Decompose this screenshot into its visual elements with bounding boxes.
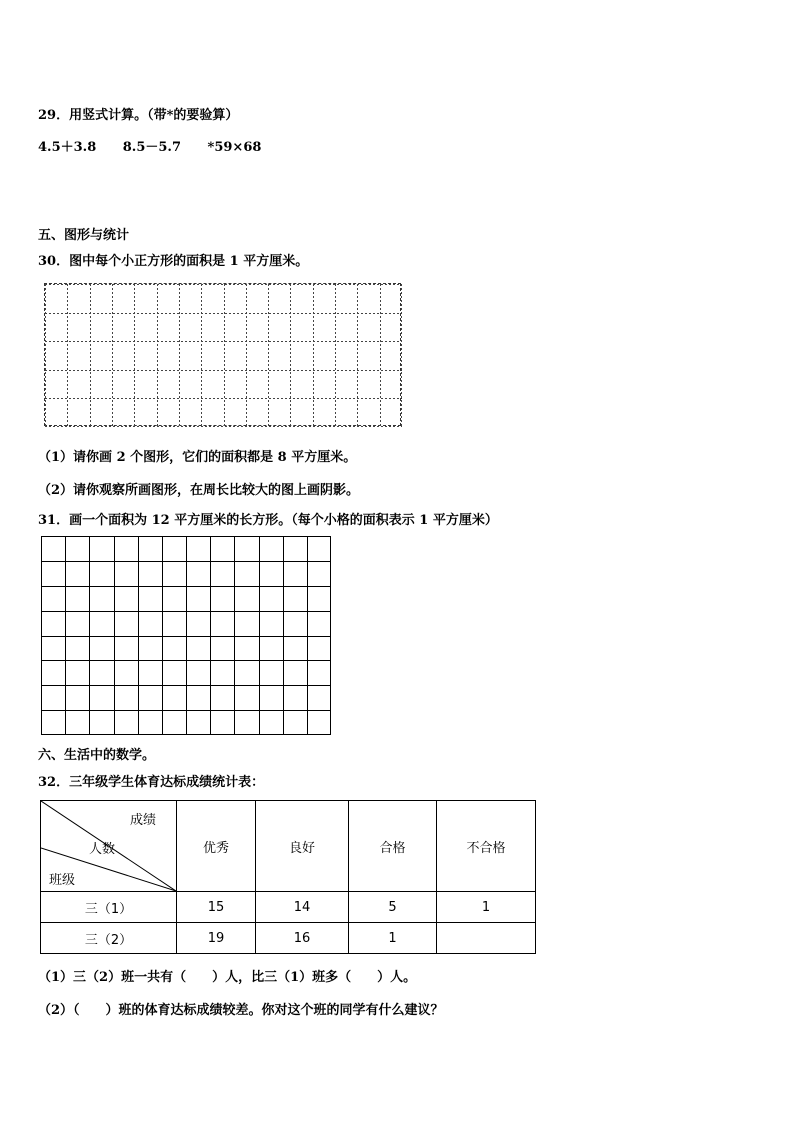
q30-sub1: （1）请你画 2 个图形，它们的面积都是 8 平方厘米。 <box>38 450 357 465</box>
q32-sub2: （2）（ ）班的体育达标成绩较差。你对这个班的同学有什么建议？ <box>38 1003 444 1018</box>
diagonal-header-cell <box>41 801 177 892</box>
column-header: 优秀 <box>177 801 256 892</box>
q30-sub2: （2）请你观察所画图形，在周长比较大的图上画阴影。 <box>38 483 360 498</box>
solid-grid-lines <box>41 536 331 735</box>
table-row <box>41 892 536 923</box>
section5-title: 五、图形与统计 <box>38 228 130 243</box>
q30-title: 30．图中每个小正方形的面积是 1 平方厘米。 <box>38 254 309 269</box>
column-header: 合格 <box>349 801 437 892</box>
calc-item: 4.5＋3.8 <box>38 140 97 155</box>
value-cell: 5 <box>349 892 437 923</box>
section6-title: 六、生活中的数学。 <box>38 748 156 763</box>
q29-title: 29．用竖式计算。（带*的要验算） <box>38 108 239 123</box>
dashed-grid[interactable] <box>44 283 401 426</box>
calc-item: *59×68 <box>207 140 262 155</box>
column-header: 良好 <box>256 801 349 892</box>
dashed-grid-lines <box>45 284 402 427</box>
solid-grid[interactable] <box>41 536 331 739</box>
column-header: 不合格 <box>437 801 536 892</box>
stats-table <box>40 800 536 954</box>
q29-items <box>38 136 283 155</box>
q32-title: 32．三年级学生体育达标成绩统计表： <box>38 775 265 790</box>
class-cell: 三（2） <box>41 923 177 954</box>
value-cell: 14 <box>256 892 349 923</box>
calc-item: 8.5－5.7 <box>122 140 181 155</box>
q32-sub1: （1）三（2）班一共有（ ）人，比三（1）班多（ ）人。 <box>38 970 417 985</box>
value-cell: 16 <box>256 923 349 954</box>
value-cell: 1 <box>349 923 437 954</box>
header-count-label: 人数 <box>89 842 116 857</box>
table-row <box>41 923 536 954</box>
class-cell: 三（1） <box>41 892 177 923</box>
value-cell: 15 <box>177 892 256 923</box>
value-cell: 19 <box>177 923 256 954</box>
value-cell[interactable] <box>437 923 536 954</box>
q31-title: 31．画一个面积为 12 平方厘米的长方形。（每个小格的面积表示 1 平方厘米） <box>38 513 498 528</box>
value-cell: 1 <box>437 892 536 923</box>
header-score-label: 成绩 <box>129 813 156 828</box>
header-class-label: 班级 <box>49 873 76 888</box>
